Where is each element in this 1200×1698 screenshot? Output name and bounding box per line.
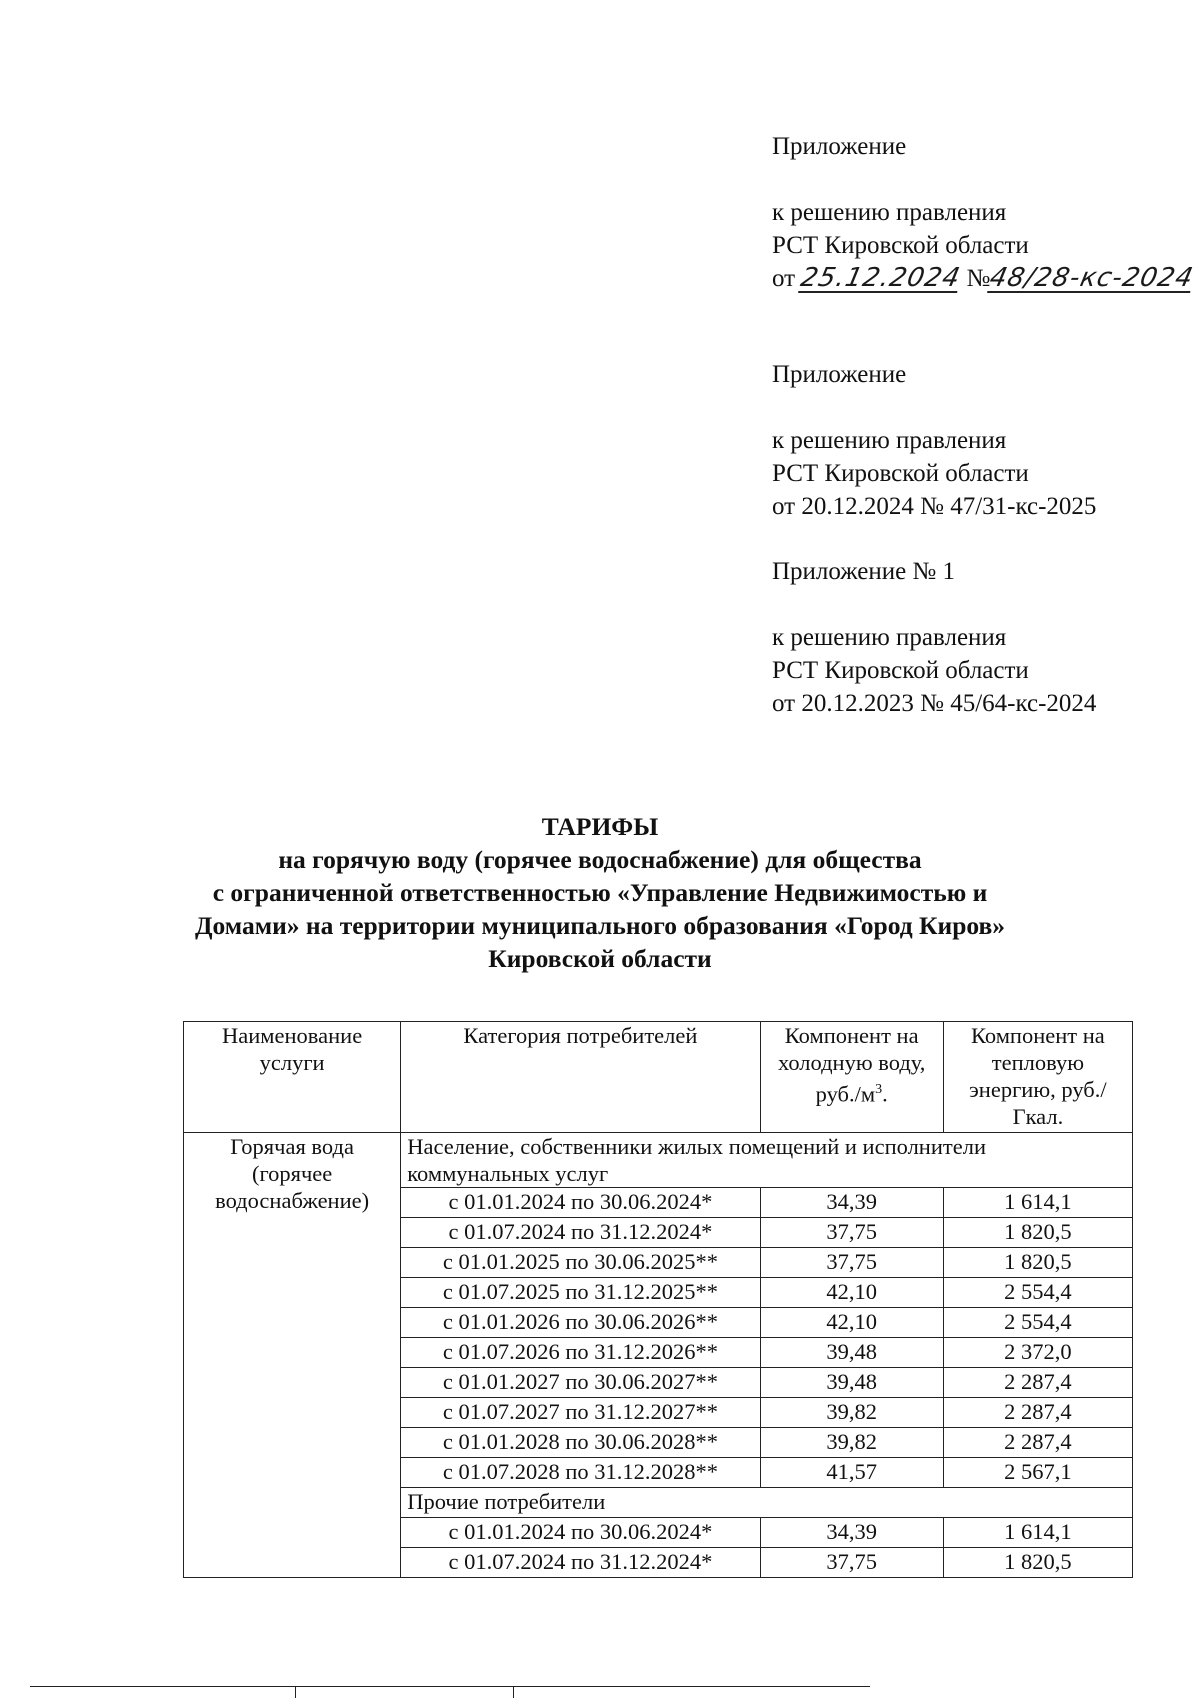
cold-water-cell: 37,75	[760, 1548, 943, 1578]
period-cell: с 01.07.2027 по 31.12.2027**	[401, 1398, 760, 1428]
title-line-1: ТАРИФЫ	[541, 812, 659, 841]
heat-cell: 1 614,1	[943, 1518, 1132, 1548]
cold-water-cell: 39,82	[760, 1428, 943, 1458]
period-cell: с 01.07.2024 по 31.12.2024*	[401, 1218, 760, 1248]
annex-2-authority: РСТ Кировской области	[772, 460, 1029, 487]
heat-cell: 2 287,4	[943, 1368, 1132, 1398]
cold-water-cell: 39,48	[760, 1338, 943, 1368]
annex-2-decision: к решению правления	[772, 427, 1007, 454]
annex-1-title: Приложение	[772, 133, 907, 160]
annex-3-decision: к решению правления	[772, 624, 1007, 651]
heat-cell: 2 567,1	[943, 1458, 1132, 1488]
period-cell: с 01.07.2028 по 31.12.2028**	[401, 1458, 760, 1488]
header-cold-water-end: .	[882, 1081, 888, 1107]
handwritten-date: 25.12.2024	[798, 263, 964, 293]
cold-water-cell: 37,75	[760, 1248, 943, 1278]
annex-2-date-number: от 20.12.2024 № 47/31-кс-2025	[772, 493, 1097, 520]
header-cold-water-text: Компонент на холодную воду, руб./м	[777, 1023, 926, 1107]
table-header-row	[184, 1022, 1133, 1133]
heat-cell: 2 287,4	[943, 1398, 1132, 1428]
heat-cell: 2 554,4	[943, 1308, 1132, 1338]
period-cell: с 01.01.2025 по 30.06.2025**	[401, 1248, 760, 1278]
annex-block-3	[772, 555, 1096, 720]
cold-water-cell: 37,75	[760, 1218, 943, 1248]
group-1-label-row	[184, 1133, 1133, 1188]
group-2-label: Прочие потребители	[401, 1488, 1133, 1518]
annex-3-date-number: от 20.12.2023 № 45/64-кс-2024	[772, 690, 1097, 717]
cold-water-cell: 34,39	[760, 1188, 943, 1218]
title-line-4: Домами» на территории муниципального образования «Город Киров»	[194, 911, 1006, 940]
service-name: Горячая вода (горячее водоснабжение)	[184, 1133, 401, 1578]
heat-cell: 1 820,5	[943, 1548, 1132, 1578]
tariff-table	[183, 1021, 1133, 1578]
heat-cell: 2 287,4	[943, 1428, 1132, 1458]
period-cell: с 01.01.2026 по 30.06.2026**	[401, 1308, 760, 1338]
header-service: Наименование услуги	[184, 1022, 401, 1133]
period-cell: с 01.01.2027 по 30.06.2027**	[401, 1368, 760, 1398]
heat-cell: 1 820,5	[943, 1218, 1132, 1248]
annex-block-2	[772, 358, 1096, 523]
heat-cell: 1 820,5	[943, 1248, 1132, 1278]
header-cold-water	[760, 1022, 943, 1133]
period-cell: с 01.01.2028 по 30.06.2028**	[401, 1428, 760, 1458]
separator-tick	[295, 1686, 296, 1698]
header-category: Категория потребителей	[401, 1022, 760, 1133]
cold-water-cell: 39,48	[760, 1368, 943, 1398]
annex-1-date-line	[772, 262, 1197, 295]
cold-water-cell: 39,82	[760, 1398, 943, 1428]
cold-water-cell: 42,10	[760, 1308, 943, 1338]
header-heat: Компонент на тепловую энергию, руб./Гкал.	[943, 1022, 1132, 1133]
document-title	[0, 810, 1200, 975]
heat-cell: 1 614,1	[943, 1188, 1132, 1218]
title-line-3: с ограниченной ответственностью «Управление Недвижимостью и	[212, 878, 988, 907]
annex-1-from-prefix: от	[772, 265, 796, 292]
annex-1-decision: к решению правления	[772, 199, 1007, 226]
footnote-separator	[30, 1686, 870, 1687]
handwritten-number: 48/28-кс-2024	[987, 263, 1197, 293]
period-cell: с 01.07.2025 по 31.12.2025**	[401, 1278, 760, 1308]
cold-water-cell: 34,39	[760, 1518, 943, 1548]
annex-2-title: Приложение	[772, 361, 907, 388]
group-1-label: Население, собственники жилых помещений и исполнители коммунальных услуг	[401, 1133, 1133, 1188]
title-line-5: Кировской области	[488, 944, 712, 973]
cold-water-cell: 42,10	[760, 1278, 943, 1308]
annex-1-number-prefix: №	[966, 265, 991, 292]
cold-water-cell: 41,57	[760, 1458, 943, 1488]
heat-cell: 2 372,0	[943, 1338, 1132, 1368]
title-line-2: на горячую воду (горячее водоснабжение) для общества	[278, 845, 922, 874]
heat-cell: 2 554,4	[943, 1278, 1132, 1308]
annex-block-1	[772, 130, 1197, 295]
annex-3-title: Приложение № 1	[772, 558, 956, 585]
separator-tick	[513, 1686, 514, 1698]
annex-1-authority: РСТ Кировской области	[772, 232, 1029, 259]
period-cell: с 01.07.2026 по 31.12.2026**	[401, 1338, 760, 1368]
period-cell: с 01.01.2024 по 30.06.2024*	[401, 1518, 760, 1548]
annex-3-authority: РСТ Кировской области	[772, 657, 1029, 684]
period-cell: с 01.07.2024 по 31.12.2024*	[401, 1548, 760, 1578]
period-cell: с 01.01.2024 по 30.06.2024*	[401, 1188, 760, 1218]
header-cold-water-sup: 3	[875, 1082, 883, 1097]
